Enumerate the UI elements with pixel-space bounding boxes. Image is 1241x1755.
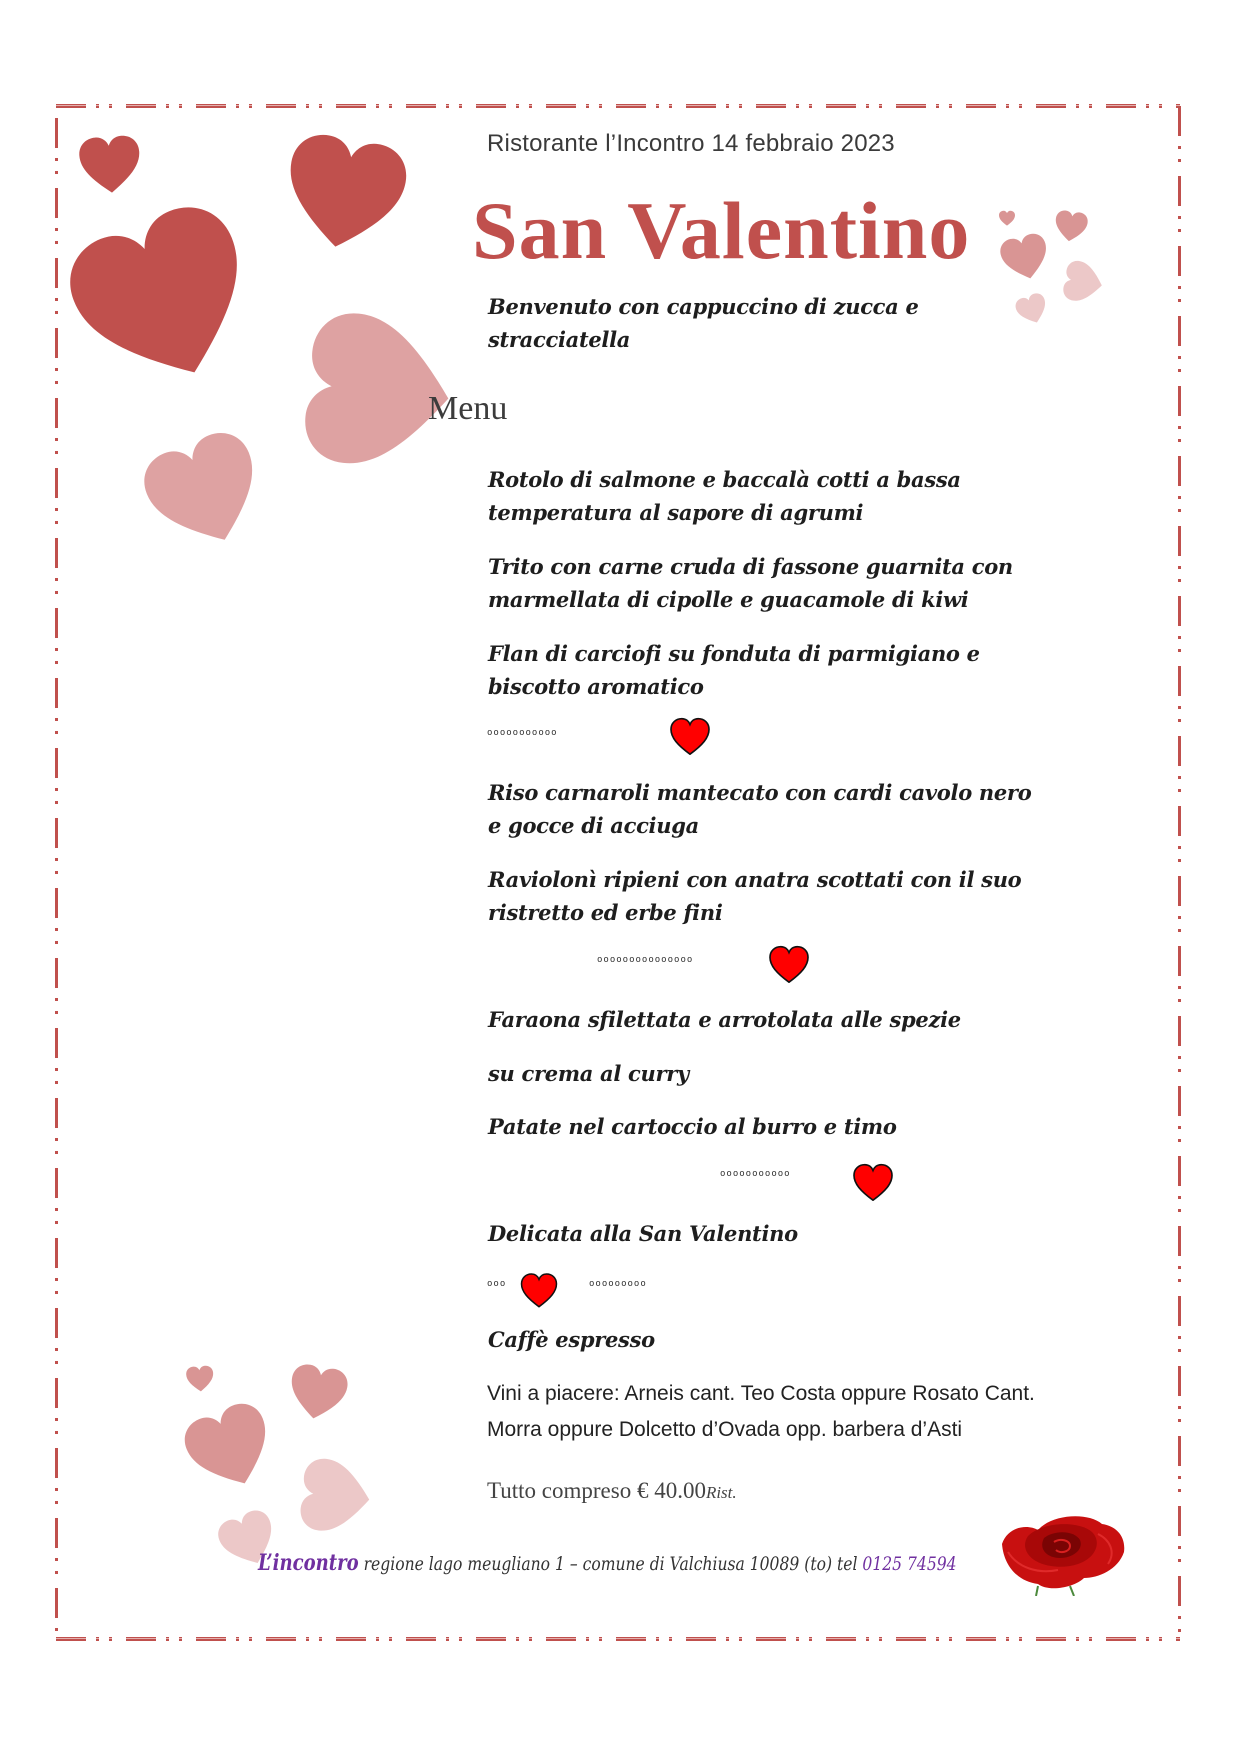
restaurant-date-header: Ristorante l’Incontro 14 febbraio 2023 bbox=[487, 130, 895, 157]
separator-dots: ooooooooooo bbox=[487, 728, 558, 738]
menu-item: Rotolo di salmone e baccalà cotti a bassa temperatura al sapore di agrumi bbox=[488, 467, 961, 525]
heart-icon bbox=[168, 1390, 291, 1503]
separator-dots: ooooooooooooooo bbox=[597, 955, 694, 965]
heart-icon bbox=[668, 717, 712, 755]
border-right bbox=[1178, 106, 1181, 1638]
footer-phone: 0125 74594 bbox=[862, 1553, 957, 1575]
price-line bbox=[487, 1478, 737, 1504]
separator-dots: ooo bbox=[487, 1279, 507, 1289]
heart-icon bbox=[767, 945, 811, 983]
menu-item: Caffè espresso bbox=[488, 1327, 655, 1352]
menu-item: Raviolonì ripieni con anatra scottati con il suo ristretto ed erbe fini bbox=[488, 867, 1022, 925]
footer-address-text: regione lago meugliano 1 – comune di Valchiusa 10089 (to) tel bbox=[363, 1553, 858, 1575]
welcome-line: Benvenuto con cappuccino di zucca e bbox=[488, 294, 919, 319]
rose-image bbox=[998, 1508, 1128, 1596]
heart-icon bbox=[991, 228, 1058, 287]
menu-heading: Menu bbox=[428, 390, 508, 427]
heart-icon bbox=[520, 1271, 558, 1309]
heart-icon bbox=[1010, 289, 1054, 330]
menu-item: su crema al curry bbox=[488, 1061, 689, 1086]
heart-icon bbox=[1050, 208, 1092, 245]
separator-dots: ooooooooo bbox=[589, 1279, 647, 1289]
heart-icon bbox=[183, 1364, 217, 1393]
menu-item: Flan di carciofi su fonduta di parmigiano e biscotto aromatico bbox=[488, 641, 980, 699]
menu-item: Trito con carne cruda di fassone guarnita con marmellata di cipolle e guacamole di kiwi bbox=[488, 554, 1013, 612]
page-title: San Valentino bbox=[472, 185, 971, 276]
menu-item: Faraona sfilettata e arrotolata alle spezie bbox=[488, 1007, 961, 1032]
heart-icon bbox=[280, 1359, 357, 1426]
price-text: Tutto compreso € 40.00 bbox=[487, 1478, 706, 1503]
price-suffix: Rist. bbox=[705, 1483, 737, 1502]
border-left bbox=[55, 118, 58, 1638]
heart-icon bbox=[295, 1451, 375, 1540]
heart-icon bbox=[997, 210, 1017, 226]
wine-list: Vini a piacere: Arneis cant. Teo Costa oppure Rosato Cant. Morra oppure Dolcetto d’Ovada opp. barbera d’Asti bbox=[487, 1382, 1035, 1441]
menu-item: Delicata alla San Valentino bbox=[488, 1221, 798, 1246]
border-top bbox=[56, 104, 1180, 108]
border-bottom bbox=[56, 1637, 1180, 1641]
heart-icon bbox=[74, 132, 146, 197]
menu-item: Riso carnaroli mantecato con cardi cavolo nero e gocce di acciuga bbox=[488, 780, 1032, 838]
footer-brand: L’incontro bbox=[258, 1550, 359, 1576]
heart-icon bbox=[851, 1163, 895, 1201]
welcome-line: stracciatella bbox=[488, 327, 631, 352]
heart-icon bbox=[39, 181, 288, 414]
separator-dots: ooooooooooo bbox=[720, 1169, 791, 1179]
heart-icon bbox=[1059, 256, 1106, 308]
heart-icon bbox=[267, 123, 423, 261]
welcome-text bbox=[488, 290, 919, 356]
heart-icon bbox=[124, 416, 286, 567]
footer-address bbox=[258, 1550, 957, 1576]
menu-item: Patate nel cartoccio al burro e timo bbox=[488, 1114, 897, 1139]
